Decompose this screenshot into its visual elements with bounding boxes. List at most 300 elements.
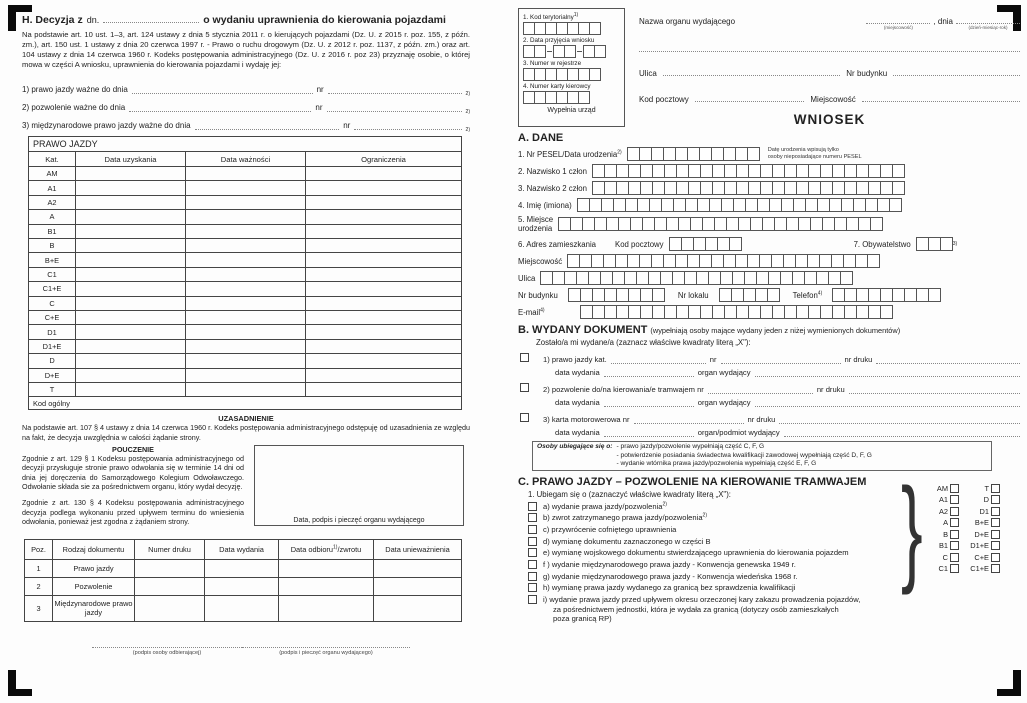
item-line-1 xyxy=(543,351,1020,364)
empty-cell[interactable] xyxy=(374,595,462,621)
license-category-row xyxy=(29,296,462,310)
number-write-line[interactable] xyxy=(327,104,462,112)
write-line[interactable] xyxy=(611,356,706,364)
category-label: D+E xyxy=(974,529,989,539)
checkbox[interactable] xyxy=(528,583,537,592)
office-field-label: 2. Data przyjęcia wniosku xyxy=(523,37,595,44)
empty-cell[interactable] xyxy=(76,282,186,296)
category-label: B1 xyxy=(938,541,948,551)
char-cell[interactable] xyxy=(880,305,893,319)
license-category-row xyxy=(29,339,462,353)
decision-title-prefix: H. Decyzja z xyxy=(22,14,83,26)
char-cell[interactable] xyxy=(589,22,601,35)
empty-cell[interactable] xyxy=(76,296,186,310)
license-table-header: Ograniczenia xyxy=(306,152,462,167)
purpose-item-text: f ) wydanie międzynarodowego prawa jazdy - Konwencja genewska 1949 r. xyxy=(543,560,796,570)
category-row xyxy=(926,495,1000,504)
checkbox[interactable] xyxy=(520,383,529,392)
position-number: 2 xyxy=(25,577,53,595)
empty-cell[interactable] xyxy=(306,267,462,281)
license-category-row xyxy=(29,181,462,195)
documents-table-row xyxy=(25,577,462,595)
item-text: data wydania xyxy=(555,368,600,377)
category-label: C+E xyxy=(974,552,989,562)
empty-cell[interactable] xyxy=(205,559,279,577)
office-field-cells xyxy=(523,45,620,58)
footnote-ref: 4) xyxy=(540,306,545,313)
char-cell[interactable] xyxy=(729,237,742,251)
number-write-line[interactable] xyxy=(354,122,461,130)
empty-cell[interactable] xyxy=(76,210,186,224)
signatures-row xyxy=(22,640,470,656)
info-box-lines xyxy=(617,443,872,469)
empty-cell[interactable] xyxy=(76,253,186,267)
category-label: A xyxy=(943,518,948,528)
nr-label: nr xyxy=(315,103,323,113)
category-label: D1+E xyxy=(970,541,989,551)
write-line[interactable] xyxy=(876,356,1020,364)
purpose-item-text: d) wymianę dokumentu zaznaczonego w części B xyxy=(543,536,711,546)
signature-line[interactable] xyxy=(242,640,410,648)
footnote-ref: 2) xyxy=(702,512,707,519)
pesel-label: 1. Nr PESEL/Data urodzenia$^{2)}$ xyxy=(518,148,622,159)
building-row xyxy=(518,288,1020,302)
empty-cell[interactable] xyxy=(279,577,374,595)
info-box-line: - prawo jazdy/pozwolenie wypełniają część C, F, G xyxy=(616,443,765,450)
issued-document-item xyxy=(518,411,1020,437)
date-write-line[interactable] xyxy=(129,104,311,112)
license-table-header: Data uzyskania xyxy=(76,152,186,167)
empty-cell[interactable] xyxy=(279,595,374,621)
issuing-authority-label: Nazwa organu wydającego xyxy=(639,17,736,26)
empty-cell[interactable] xyxy=(306,339,462,353)
category-label: C xyxy=(29,296,76,310)
street-write-line[interactable] xyxy=(663,68,841,76)
item-text: 3) karta motorowerowa nr xyxy=(543,415,630,424)
empty-cell[interactable] xyxy=(76,195,186,209)
empty-cell[interactable] xyxy=(186,282,306,296)
purpose-item-text-cont: za pośrednictwem jednostki, która je wydała za granicą (dotyczy osób zamieszkałych xyxy=(553,604,839,614)
city-write-line[interactable] xyxy=(862,94,1020,102)
footnote-ref: 1) xyxy=(333,544,338,551)
pesel-cells xyxy=(627,147,760,161)
date-hint: (dzień-miesiąc-rok) xyxy=(968,25,1008,30)
checkbox[interactable] xyxy=(991,541,1000,550)
empty-cell[interactable] xyxy=(76,354,186,368)
section-b-title: B. WYDANY DOKUMENT (wypełniają osoby mające wydany jeden z niżej wymienionych dokumentów) xyxy=(518,324,901,336)
office-field-label: 4. Numer karty kierowcy xyxy=(523,83,591,90)
checkbox[interactable] xyxy=(528,560,537,569)
cell-group xyxy=(523,91,590,104)
empty-cell[interactable] xyxy=(76,368,186,382)
char-cell[interactable] xyxy=(870,217,883,231)
write-line[interactable] xyxy=(755,399,1020,407)
purpose-item xyxy=(518,560,908,569)
empty-cell[interactable] xyxy=(186,368,306,382)
grouping-brace: } xyxy=(901,463,923,596)
empty-cell[interactable] xyxy=(306,382,462,396)
pouczenie-section xyxy=(22,445,470,534)
decision-title-suffix: o wydaniu uprawnienia do kierowania pojazdami xyxy=(203,14,446,26)
date-field xyxy=(956,16,1020,30)
section-a-title: A. DANE xyxy=(518,132,564,144)
item-text: nr xyxy=(709,355,717,364)
cell-group xyxy=(553,45,576,58)
page-decision xyxy=(22,0,470,703)
write-line[interactable] xyxy=(721,356,841,364)
section-c-title: C. PRAWO JAZDY – POZWOLENIE NA KIEROWANIE TRAMWAJEM xyxy=(518,475,867,488)
date-write-line[interactable] xyxy=(132,86,313,94)
empty-cell[interactable] xyxy=(374,577,462,595)
item-text: data wydania xyxy=(555,398,600,407)
purpose-item xyxy=(518,572,908,581)
checkbox[interactable] xyxy=(991,495,1000,504)
info-box-line: - wydanie wtórnika prawa jazdy/pozwolenia wypełniają część E, F, G xyxy=(616,460,817,468)
purpose-item-text: c) przywrócenie cofniętego uprawnienia xyxy=(543,525,677,535)
checkbox[interactable] xyxy=(528,572,537,581)
checkbox[interactable] xyxy=(950,484,959,493)
citizenship-cells xyxy=(916,237,953,251)
authority-name-write-line[interactable] xyxy=(639,44,1020,52)
pouczenie-title: POUCZENIE xyxy=(112,445,154,455)
field-label: Ulica xyxy=(518,273,536,283)
checkbox[interactable] xyxy=(991,564,1000,573)
email-cells xyxy=(580,305,893,319)
empty-cell[interactable] xyxy=(76,382,186,396)
char-cell[interactable] xyxy=(578,91,590,104)
email-label: E-mail$^{4)}$ xyxy=(518,306,545,317)
purpose-item-text: e) wymianę wojskowego dokumentu stwierdzającego uprawnienia do kierowania pojazdem xyxy=(543,548,849,558)
documents-table-header-row xyxy=(25,539,462,559)
license-category-row xyxy=(29,354,462,368)
char-cell[interactable] xyxy=(840,271,853,285)
empty-cell[interactable] xyxy=(135,577,205,595)
field-cells xyxy=(577,198,902,212)
field-label: Miejscowość xyxy=(518,256,563,266)
empty-cell[interactable] xyxy=(205,577,279,595)
empty-cell[interactable] xyxy=(306,282,462,296)
issued-document-item xyxy=(518,351,1020,377)
empty-cell[interactable] xyxy=(205,595,279,621)
license-table-title: PRAWO JAZDY xyxy=(29,137,462,152)
field-cells xyxy=(592,164,905,178)
empty-cell[interactable] xyxy=(186,296,306,310)
date-write-line[interactable] xyxy=(195,122,340,130)
char-cell[interactable] xyxy=(534,45,546,58)
char-cell[interactable] xyxy=(928,288,941,302)
decision-date-write-line[interactable] xyxy=(103,15,199,23)
checkbox[interactable] xyxy=(991,507,1000,516)
address-row xyxy=(518,254,1020,268)
issuing-authority-header xyxy=(625,8,1020,127)
char-cell[interactable] xyxy=(867,254,880,268)
checkbox[interactable] xyxy=(950,518,959,527)
place-write-line[interactable] xyxy=(866,16,930,24)
category-label: AM xyxy=(936,483,948,493)
purpose-item xyxy=(518,513,908,522)
citizenship-label: 7. Obywatelstwo xyxy=(853,239,911,249)
issued-document-item xyxy=(518,381,1020,407)
empty-cell[interactable] xyxy=(306,181,462,195)
field-label: 4. Imię (imiona) xyxy=(518,200,572,210)
empty-cell[interactable] xyxy=(76,224,186,238)
checkbox[interactable] xyxy=(528,502,537,511)
documents-table-header: Data unieważnienia xyxy=(374,539,462,559)
category-label: C xyxy=(942,552,948,562)
category-label: D xyxy=(983,495,989,505)
purpose-item xyxy=(518,537,908,546)
category-row xyxy=(926,507,1000,516)
footnote-ref: 4) xyxy=(817,289,823,296)
checkbox[interactable] xyxy=(950,495,959,504)
cell-group xyxy=(523,68,601,81)
checkbox[interactable] xyxy=(950,564,959,573)
empty-cell[interactable] xyxy=(306,239,462,253)
issued-document-items xyxy=(518,351,1020,437)
checkbox[interactable] xyxy=(991,553,1000,562)
purpose-item xyxy=(518,525,908,534)
empty-cell[interactable] xyxy=(306,195,462,209)
purpose-item-text: h) wymianę prawa jazdy wydanego za granicą bez sprawdzenia kwalifikacji xyxy=(543,583,796,593)
pesel-row xyxy=(518,147,1020,161)
empty-cell[interactable] xyxy=(186,239,306,253)
empty-cell[interactable] xyxy=(186,167,306,181)
item-line-1 xyxy=(543,381,1020,394)
license-category-row xyxy=(29,267,462,281)
char-cell[interactable] xyxy=(747,147,760,161)
category-label: B1 xyxy=(29,224,76,238)
personal-data-row xyxy=(518,215,1020,233)
pouczenie-paragraph-1: Zgodnie z art. 129 § 1 Kodeksu postępowania administracyjnego od decyzji przysługuje stronie prawo odwołania się w terminie 14 dni od dnia jej doręczenia do Samorządowego Kolegium Odwoławczego. Odwołanie składa sie za pośrednictwem organu, który wydał decyzję. xyxy=(22,454,244,492)
empty-cell[interactable] xyxy=(135,595,205,621)
category-label: D1 xyxy=(29,325,76,339)
item-line-2 xyxy=(543,364,1020,377)
char-cell[interactable] xyxy=(594,45,606,58)
write-line[interactable] xyxy=(779,416,1020,424)
pesel-note: Datę urodzenia wpisują tylko osoby nieposiadające numeru PESEL xyxy=(767,147,862,160)
office-box-fields xyxy=(523,11,620,104)
write-line[interactable] xyxy=(755,369,1020,377)
checkbox[interactable] xyxy=(528,537,537,546)
license-category-row xyxy=(29,253,462,267)
checkbox[interactable] xyxy=(528,595,537,604)
write-line[interactable] xyxy=(604,429,694,437)
cell-group xyxy=(523,45,546,58)
section-b-subtitle: Zostało/a mi wydane/a (zaznacz właściwe kwadraty literą „X"): xyxy=(536,338,751,347)
postal-code-write-line[interactable] xyxy=(695,94,805,102)
item-text: organ/podmiot wydający xyxy=(697,428,780,437)
empty-cell[interactable] xyxy=(76,181,186,195)
address-row xyxy=(518,271,1020,285)
issued-documents-table xyxy=(24,539,462,622)
item-lines xyxy=(543,351,1020,377)
write-line[interactable] xyxy=(849,386,1020,394)
item-text: nr druku xyxy=(816,385,845,394)
checkbox[interactable] xyxy=(950,530,959,539)
empty-cell[interactable] xyxy=(306,296,462,310)
building-no-label: Nr budynku xyxy=(518,290,558,300)
checkbox[interactable] xyxy=(950,507,959,516)
item-text: 2) pozwolenie do/na kierowania/e tramwajem nr xyxy=(543,385,704,394)
char-cell[interactable] xyxy=(589,68,601,81)
street-label: Ulica xyxy=(639,69,657,78)
category-checkbox-grid xyxy=(926,484,1000,576)
write-line[interactable] xyxy=(604,369,694,377)
personal-data-rows xyxy=(518,164,1020,233)
empty-cell[interactable] xyxy=(76,267,186,281)
building-no-label: Nr budynku xyxy=(846,69,888,78)
empty-cell[interactable] xyxy=(186,382,306,396)
char-cell[interactable] xyxy=(940,237,953,251)
write-line[interactable] xyxy=(708,386,813,394)
empty-cell[interactable] xyxy=(186,267,306,281)
personal-data-row xyxy=(518,198,1020,212)
license-category-row xyxy=(29,167,462,181)
empty-cell[interactable] xyxy=(76,325,186,339)
nr-label: nr xyxy=(316,85,324,95)
category-label: D1 xyxy=(979,506,989,516)
personal-data-row xyxy=(518,181,1020,195)
category-label: D+E xyxy=(29,368,76,382)
documents-table-header: Data odbioru$^{1)}$/zwrotu xyxy=(279,539,374,559)
uzasadnienie-body: Na podstawie art. 107 § 4 ustawy z dnia 14 czerwca 1960 r. Kodeks postępowania administracyjnego odstępuję od uzasadnienia ze względu na fakt, że decyzja uwzględnia w całości żądanie strony. xyxy=(22,423,470,442)
signature-line[interactable] xyxy=(92,640,242,648)
cell-group xyxy=(523,22,601,35)
purpose-item-text: i) wydanie prawa jazdy przed upływem okresu orzeczonej kary zakazu prowadzenia pojazdów, za pośrednictwem jednostki, która je wydała za granicą (dotyczy osób zamieszkałych poza granicą RP) xyxy=(543,595,861,624)
place-field xyxy=(866,16,930,30)
empty-cell[interactable] xyxy=(186,310,306,324)
empty-cell[interactable] xyxy=(76,339,186,353)
char-cell[interactable] xyxy=(889,198,902,212)
footnote-ref: 2) xyxy=(662,501,667,508)
number-write-line[interactable] xyxy=(328,86,462,94)
building-no-write-line[interactable] xyxy=(893,68,1020,76)
write-line[interactable] xyxy=(604,399,694,407)
documents-table-header: Data wydania xyxy=(205,539,279,559)
checkbox[interactable] xyxy=(950,553,959,562)
empty-cell[interactable] xyxy=(306,210,462,224)
empty-cell[interactable] xyxy=(186,325,306,339)
address-detail-rows xyxy=(518,254,1020,285)
empty-cell[interactable] xyxy=(76,167,186,181)
empty-cell[interactable] xyxy=(306,354,462,368)
checkbox[interactable] xyxy=(528,548,537,557)
signature-caption: (podpis i pieczęć organu wydającego) xyxy=(279,649,373,656)
empty-cell[interactable] xyxy=(186,339,306,353)
stamp-box-label: Data, podpis i pieczęć organu wydającego xyxy=(293,517,425,525)
purpose-item-text: b) zwrot zatrzymanego prawa jazdy/pozwolenia$^{2)}$ xyxy=(543,512,707,523)
empty-cell[interactable] xyxy=(306,224,462,238)
checkbox[interactable] xyxy=(528,513,537,522)
purpose-item xyxy=(518,548,908,557)
form-title: WNIOSEK xyxy=(793,112,866,127)
decision-title-dn: dn. xyxy=(86,15,100,25)
purpose-item xyxy=(518,502,908,511)
postal-code-cells xyxy=(669,237,742,251)
char-cell[interactable] xyxy=(652,288,665,302)
item-text: 1) prawo jazdy kat. xyxy=(543,355,607,364)
category-row xyxy=(926,553,1000,562)
checkbox[interactable] xyxy=(991,530,1000,539)
checkbox[interactable] xyxy=(950,541,959,550)
empty-cell[interactable] xyxy=(306,167,462,181)
category-row xyxy=(926,484,1000,493)
office-field-cells xyxy=(523,68,620,81)
empty-cell[interactable] xyxy=(186,224,306,238)
phone-cells xyxy=(832,288,941,302)
documents-table-header: Numer druku xyxy=(135,539,205,559)
grant-line: 2) pozwolenie ważne do dnia nr 2) xyxy=(22,103,470,116)
category-label: D1+E xyxy=(29,339,76,353)
grant-line: 1) prawo jazdy ważne do dnia nr 2) xyxy=(22,85,470,98)
category-label: C1+E xyxy=(970,564,989,574)
empty-cell[interactable] xyxy=(306,253,462,267)
checkbox[interactable] xyxy=(528,525,537,534)
signature-recipient xyxy=(92,640,242,656)
email-row xyxy=(518,305,1020,319)
item-text: organ wydający xyxy=(697,398,751,407)
stamp-box[interactable] xyxy=(254,445,464,526)
empty-cell[interactable] xyxy=(186,195,306,209)
category-label: A2 xyxy=(29,195,76,209)
category-row xyxy=(926,541,1000,550)
empty-cell[interactable] xyxy=(186,253,306,267)
empty-cell[interactable] xyxy=(76,310,186,324)
item-lines xyxy=(543,381,1020,407)
office-field-label: 3. Numer w rejestrze xyxy=(523,60,582,67)
checkbox[interactable] xyxy=(520,353,529,362)
field-label: 3. Nazwisko 2 człon xyxy=(518,183,587,193)
purpose-item-text: g) wydanie międzynarodowego prawa jazdy - Konwencja wiedeńska 1968 r. xyxy=(543,571,798,581)
empty-cell[interactable] xyxy=(186,210,306,224)
char-cell[interactable] xyxy=(892,164,905,178)
license-category-row xyxy=(29,310,462,324)
write-line[interactable] xyxy=(634,416,744,424)
checkbox[interactable] xyxy=(991,518,1000,527)
grant-lines xyxy=(22,76,470,134)
empty-cell[interactable] xyxy=(306,310,462,324)
char-cell[interactable] xyxy=(564,45,576,58)
license-category-row xyxy=(29,368,462,382)
cell-dash xyxy=(547,51,552,52)
char-cell[interactable] xyxy=(767,288,780,302)
license-category-row xyxy=(29,282,462,296)
checkbox[interactable] xyxy=(991,484,1000,493)
empty-cell[interactable] xyxy=(186,181,306,195)
empty-cell[interactable] xyxy=(306,368,462,382)
empty-cell[interactable] xyxy=(374,559,462,577)
empty-cell[interactable] xyxy=(279,559,374,577)
write-line[interactable] xyxy=(784,429,1020,437)
category-row xyxy=(926,530,1000,539)
grant-line-label: 2) pozwolenie ważne do dnia xyxy=(22,103,126,113)
empty-cell[interactable] xyxy=(306,325,462,339)
empty-cell[interactable] xyxy=(186,354,306,368)
city-label: Miejscowość xyxy=(810,95,856,104)
char-cell[interactable] xyxy=(892,181,905,195)
date-write-line[interactable] xyxy=(956,16,1020,24)
empty-cell[interactable] xyxy=(76,239,186,253)
checkbox[interactable] xyxy=(520,413,529,422)
dnia-label: , dnia xyxy=(933,17,953,26)
office-box-footer: Wypełnia urząd xyxy=(547,107,596,114)
empty-cell[interactable] xyxy=(135,559,205,577)
category-label: C1+E xyxy=(29,282,76,296)
postal-code-label: Kod pocztowy xyxy=(615,239,664,249)
phone-label: Telefon$^{4)}$ xyxy=(792,289,823,300)
category-label: B+E xyxy=(29,253,76,267)
item-lines xyxy=(543,411,1020,437)
